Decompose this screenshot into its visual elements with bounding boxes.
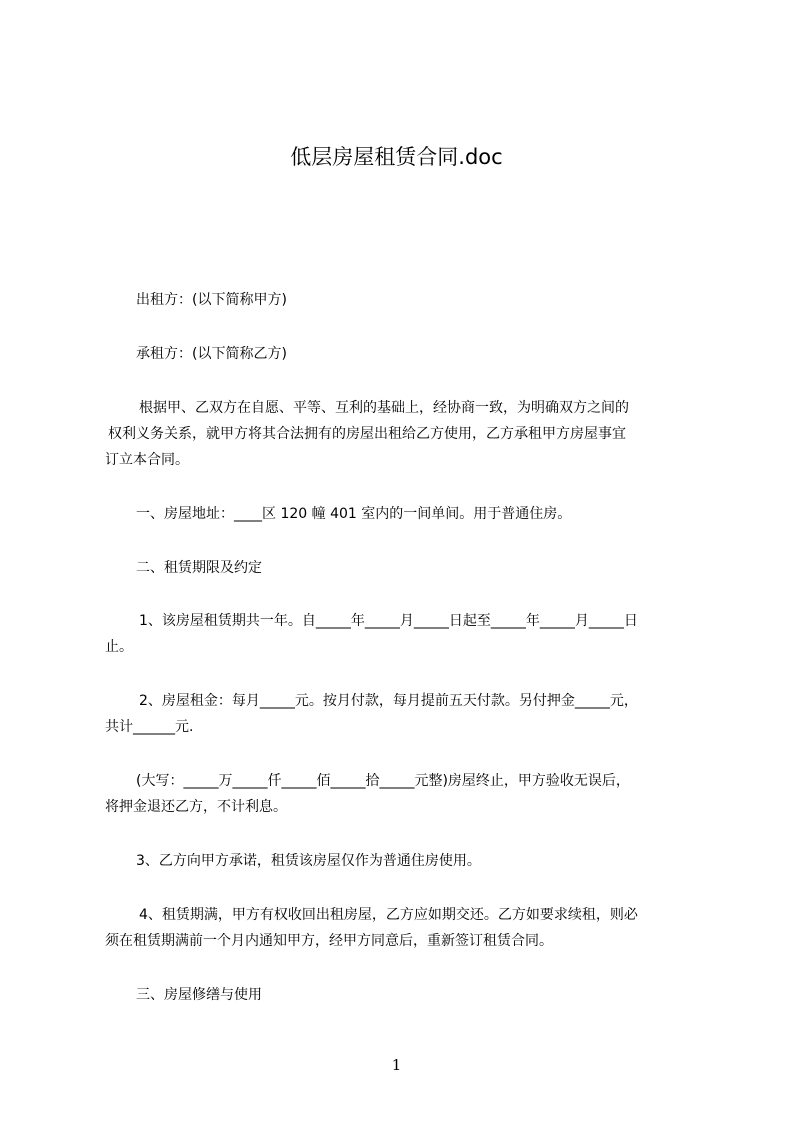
lessee-line: 承租方：(以下简称乙方) — [136, 346, 287, 362]
clause-2-line-2: 共计______元. — [105, 719, 194, 735]
section-1-address: 一、房屋地址：____区 120 幢 401 室内的一间单间。用于普通住房。 — [136, 506, 572, 522]
clause-4-line-1: 4、租赁期满，甲方有权收回出租房屋，乙方应如期交还。乙方如要求续租，则必 — [139, 907, 638, 923]
capital-amount-paragraph — [105, 768, 705, 820]
preamble-paragraph — [105, 395, 705, 473]
preamble-line-3: 订立本合同。 — [105, 452, 189, 468]
capital-line-1: (大写：_____万_____仟_____佰_____拾_____元整)房屋终止，甲方验收无误后， — [136, 773, 630, 789]
capital-line-2: 将押金退还乙方，不计利息。 — [105, 799, 287, 815]
clause-2-line-1: 2、房屋租金：每月_____元。按月付款，每月提前五天付款。另付押金_____元， — [139, 693, 638, 709]
preamble-line-2: 权利义务关系，就甲方将其合法拥有的房屋出租给乙方使用，乙方承租甲方房屋事宜 — [108, 426, 626, 442]
lessor-line: 出租方：(以下简称甲方) — [136, 292, 287, 308]
clause-4-line-2: 须在租赁期满前一个月内通知甲方，经甲方同意后，重新签订租赁合同。 — [105, 933, 553, 949]
page-number: 1 — [391, 1056, 402, 1074]
clause-1-line-2: 止。 — [105, 639, 133, 655]
clause-4-renewal — [105, 902, 705, 954]
section-3-heading: 三、房屋修缮与使用 — [136, 987, 262, 1003]
preamble-line-1: 根据甲、乙双方在自愿、平等、互利的基础上，经协商一致，为明确双方之间的 — [139, 400, 629, 416]
clause-1-term — [105, 608, 705, 660]
clause-2-rent — [105, 688, 705, 740]
clause-1-line-1: 1、该房屋租赁期共一年。自_____年_____月_____日起至_____年_____月_____日 — [139, 613, 638, 629]
section-2-heading: 二、租赁期限及约定 — [136, 560, 262, 576]
document-title: 低层房屋租赁合同.doc — [290, 145, 503, 169]
clause-3-usage: 3、乙方向甲方承诺，租赁该房屋仅作为普通住房使用。 — [136, 853, 481, 869]
